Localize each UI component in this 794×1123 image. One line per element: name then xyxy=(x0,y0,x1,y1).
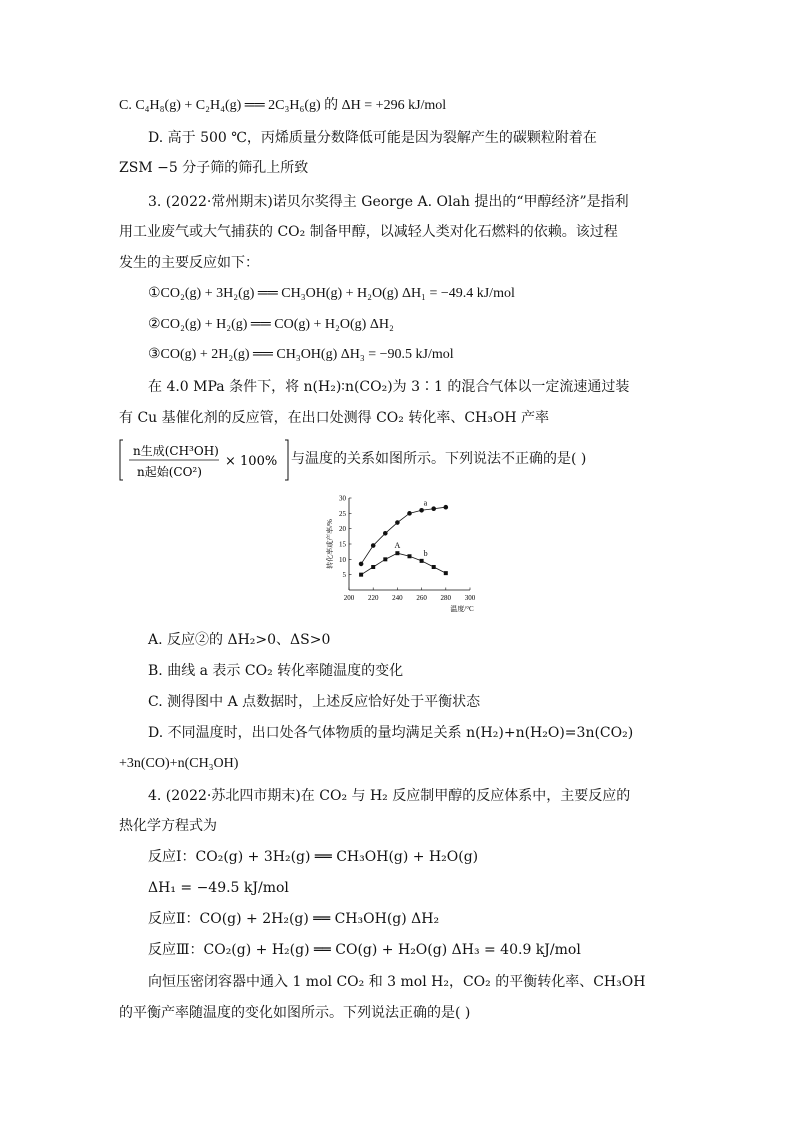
series-a-point xyxy=(407,511,412,516)
fraction-denominator: n起始(CO²) xyxy=(137,465,202,479)
series-a-point xyxy=(419,508,424,513)
x-tick-label: 280 xyxy=(440,594,452,602)
series-b-point xyxy=(359,573,363,577)
line-11: 有 Cu 基催化剂的反应管，在出口处测得 CO₂ 转化率、CH₃OH 产率 xyxy=(119,410,549,426)
line-6: 发生的主要反应如下： xyxy=(119,255,259,271)
line-19: 热化学方程式为 xyxy=(119,818,217,834)
chart-marks xyxy=(359,498,448,576)
fraction-bracket xyxy=(119,438,289,482)
x-tick-label: 220 xyxy=(367,594,379,602)
fraction-numerator: n生成(CH³OH) xyxy=(133,444,219,458)
line-24: 向恒压密闭容器中通入 1 mol CO₂ 和 3 mol H₂，CO₂ 的平衡转化率、CH₃OH xyxy=(148,974,646,990)
line-12: 与温度的关系如图所示。下列说法不正确的是( ) xyxy=(291,451,587,467)
series-b-point xyxy=(420,559,424,563)
series-a-point xyxy=(395,520,400,525)
line-4: 3. (2022·常州期末)诺贝尔奖得主 George A. Olah 提出的“甲醇经济”是指利 xyxy=(148,194,629,210)
x-axis-label: 温度/°C xyxy=(450,605,474,613)
series-label-a: a xyxy=(423,498,428,508)
y-tick-label: 10 xyxy=(339,555,346,564)
line-9: ③CO(g) + 2H₂(g) ══ CH₃OH(g) ΔH₃ = −90.5 kJ/mol xyxy=(148,347,454,362)
line-22: 反应Ⅱ：CO(g) + 2H₂(g) ══ CH₃OH(g) ΔH₂ xyxy=(148,911,440,927)
y-tick-label: 15 xyxy=(339,540,346,549)
annotation-A: A xyxy=(394,541,401,551)
series-label-b: b xyxy=(423,548,428,558)
line-18: 4. (2022·苏北四市期末)在 CO₂ 与 H₂ 反应制甲醇的反应体系中，主要反应的 xyxy=(148,788,631,804)
series-line-b xyxy=(361,553,446,574)
series-b-point xyxy=(395,551,399,555)
line-13: A. 反应②的 ΔH₂>0、ΔS>0 xyxy=(148,632,331,648)
x-tick-label: 240 xyxy=(392,594,403,602)
y-axis-label: 转化率或产率/% xyxy=(326,519,334,569)
line-3: ZSM −5 分子筛的筛孔上所致 xyxy=(119,160,309,176)
line-8: ②CO₂(g) + H₂(g) ══ CO(g) + H₂O(g) ΔH₂ xyxy=(148,317,394,332)
series-b-point xyxy=(383,557,387,561)
y-tick-label: 5 xyxy=(342,571,346,580)
line-25: 的平衡产率随温度的变化如图所示。下列说法正确的是( ) xyxy=(119,1005,471,1021)
series-b-point xyxy=(432,565,436,569)
series-a-point xyxy=(359,562,364,567)
line-21: ΔH₁ = −49.5 kJ/mol xyxy=(148,880,289,896)
x-tick-label: 200 xyxy=(343,594,355,602)
line-23: 反应Ⅲ：CO₂(g) + H₂(g) ══ CO(g) + H₂O(g) ΔH₃ = 40.9 kJ/mol xyxy=(148,942,581,958)
chart-svg xyxy=(325,490,485,615)
series-a-point xyxy=(383,531,388,536)
line-1: C. C₄H₈(g) + C₂H₄(g) ══ 2C₃H₆(g) 的 ΔH = +296 kJ/mol xyxy=(119,98,447,113)
series-b-point xyxy=(408,554,412,558)
series-a-point xyxy=(431,506,436,511)
line-7: ①CO₂(g) + 3H₂(g) ══ CH₃OH(g) + H₂O(g) ΔH₁ = −49.4 kJ/mol xyxy=(148,286,515,301)
series-line-a xyxy=(361,507,446,564)
line-15: C. 测得图中 A 点数据时，上述反应恰好处于平衡状态 xyxy=(148,694,481,710)
conversion-chart xyxy=(325,490,485,615)
line-17: +3n(CO)+n(CH₃OH) xyxy=(119,756,239,771)
x-tick-label: 260 xyxy=(416,594,427,602)
line-16: D. 不同温度时，出口处各气体物质的量均满足关系 n(H₂)+n(H₂O)=3n(CO₂) xyxy=(148,725,634,741)
series-a-point xyxy=(371,543,376,548)
y-tick-label: 30 xyxy=(339,494,346,503)
line-2: D. 高于 500 ℃，丙烯质量分数降低可能是因为裂解产生的碳颗粒附着在 xyxy=(148,130,597,146)
y-tick-label: 25 xyxy=(339,509,346,518)
fraction-times: × 100% xyxy=(225,454,278,469)
y-tick-label: 20 xyxy=(339,525,346,534)
series-a-point xyxy=(444,505,449,510)
line-5: 用工业废气或大气捕获的 CO₂ 制备甲醇，以减轻人类对化石燃料的依赖。该过程 xyxy=(119,224,618,240)
line-10: 在 4.0 MPa 条件下，将 n(H₂)∶n(CO₂)为 3∶1 的混合气体以一定流速通过装 xyxy=(148,379,630,395)
series-b-point xyxy=(444,571,448,575)
line-20: 反应Ⅰ：CO₂(g) + 3H₂(g) ══ CH₃OH(g) + H₂O(g) xyxy=(148,849,479,865)
series-b-point xyxy=(371,565,375,569)
x-tick-label: 300 xyxy=(464,594,476,602)
line-14: B. 曲线 a 表示 CO₂ 转化率随温度的变化 xyxy=(148,663,404,679)
